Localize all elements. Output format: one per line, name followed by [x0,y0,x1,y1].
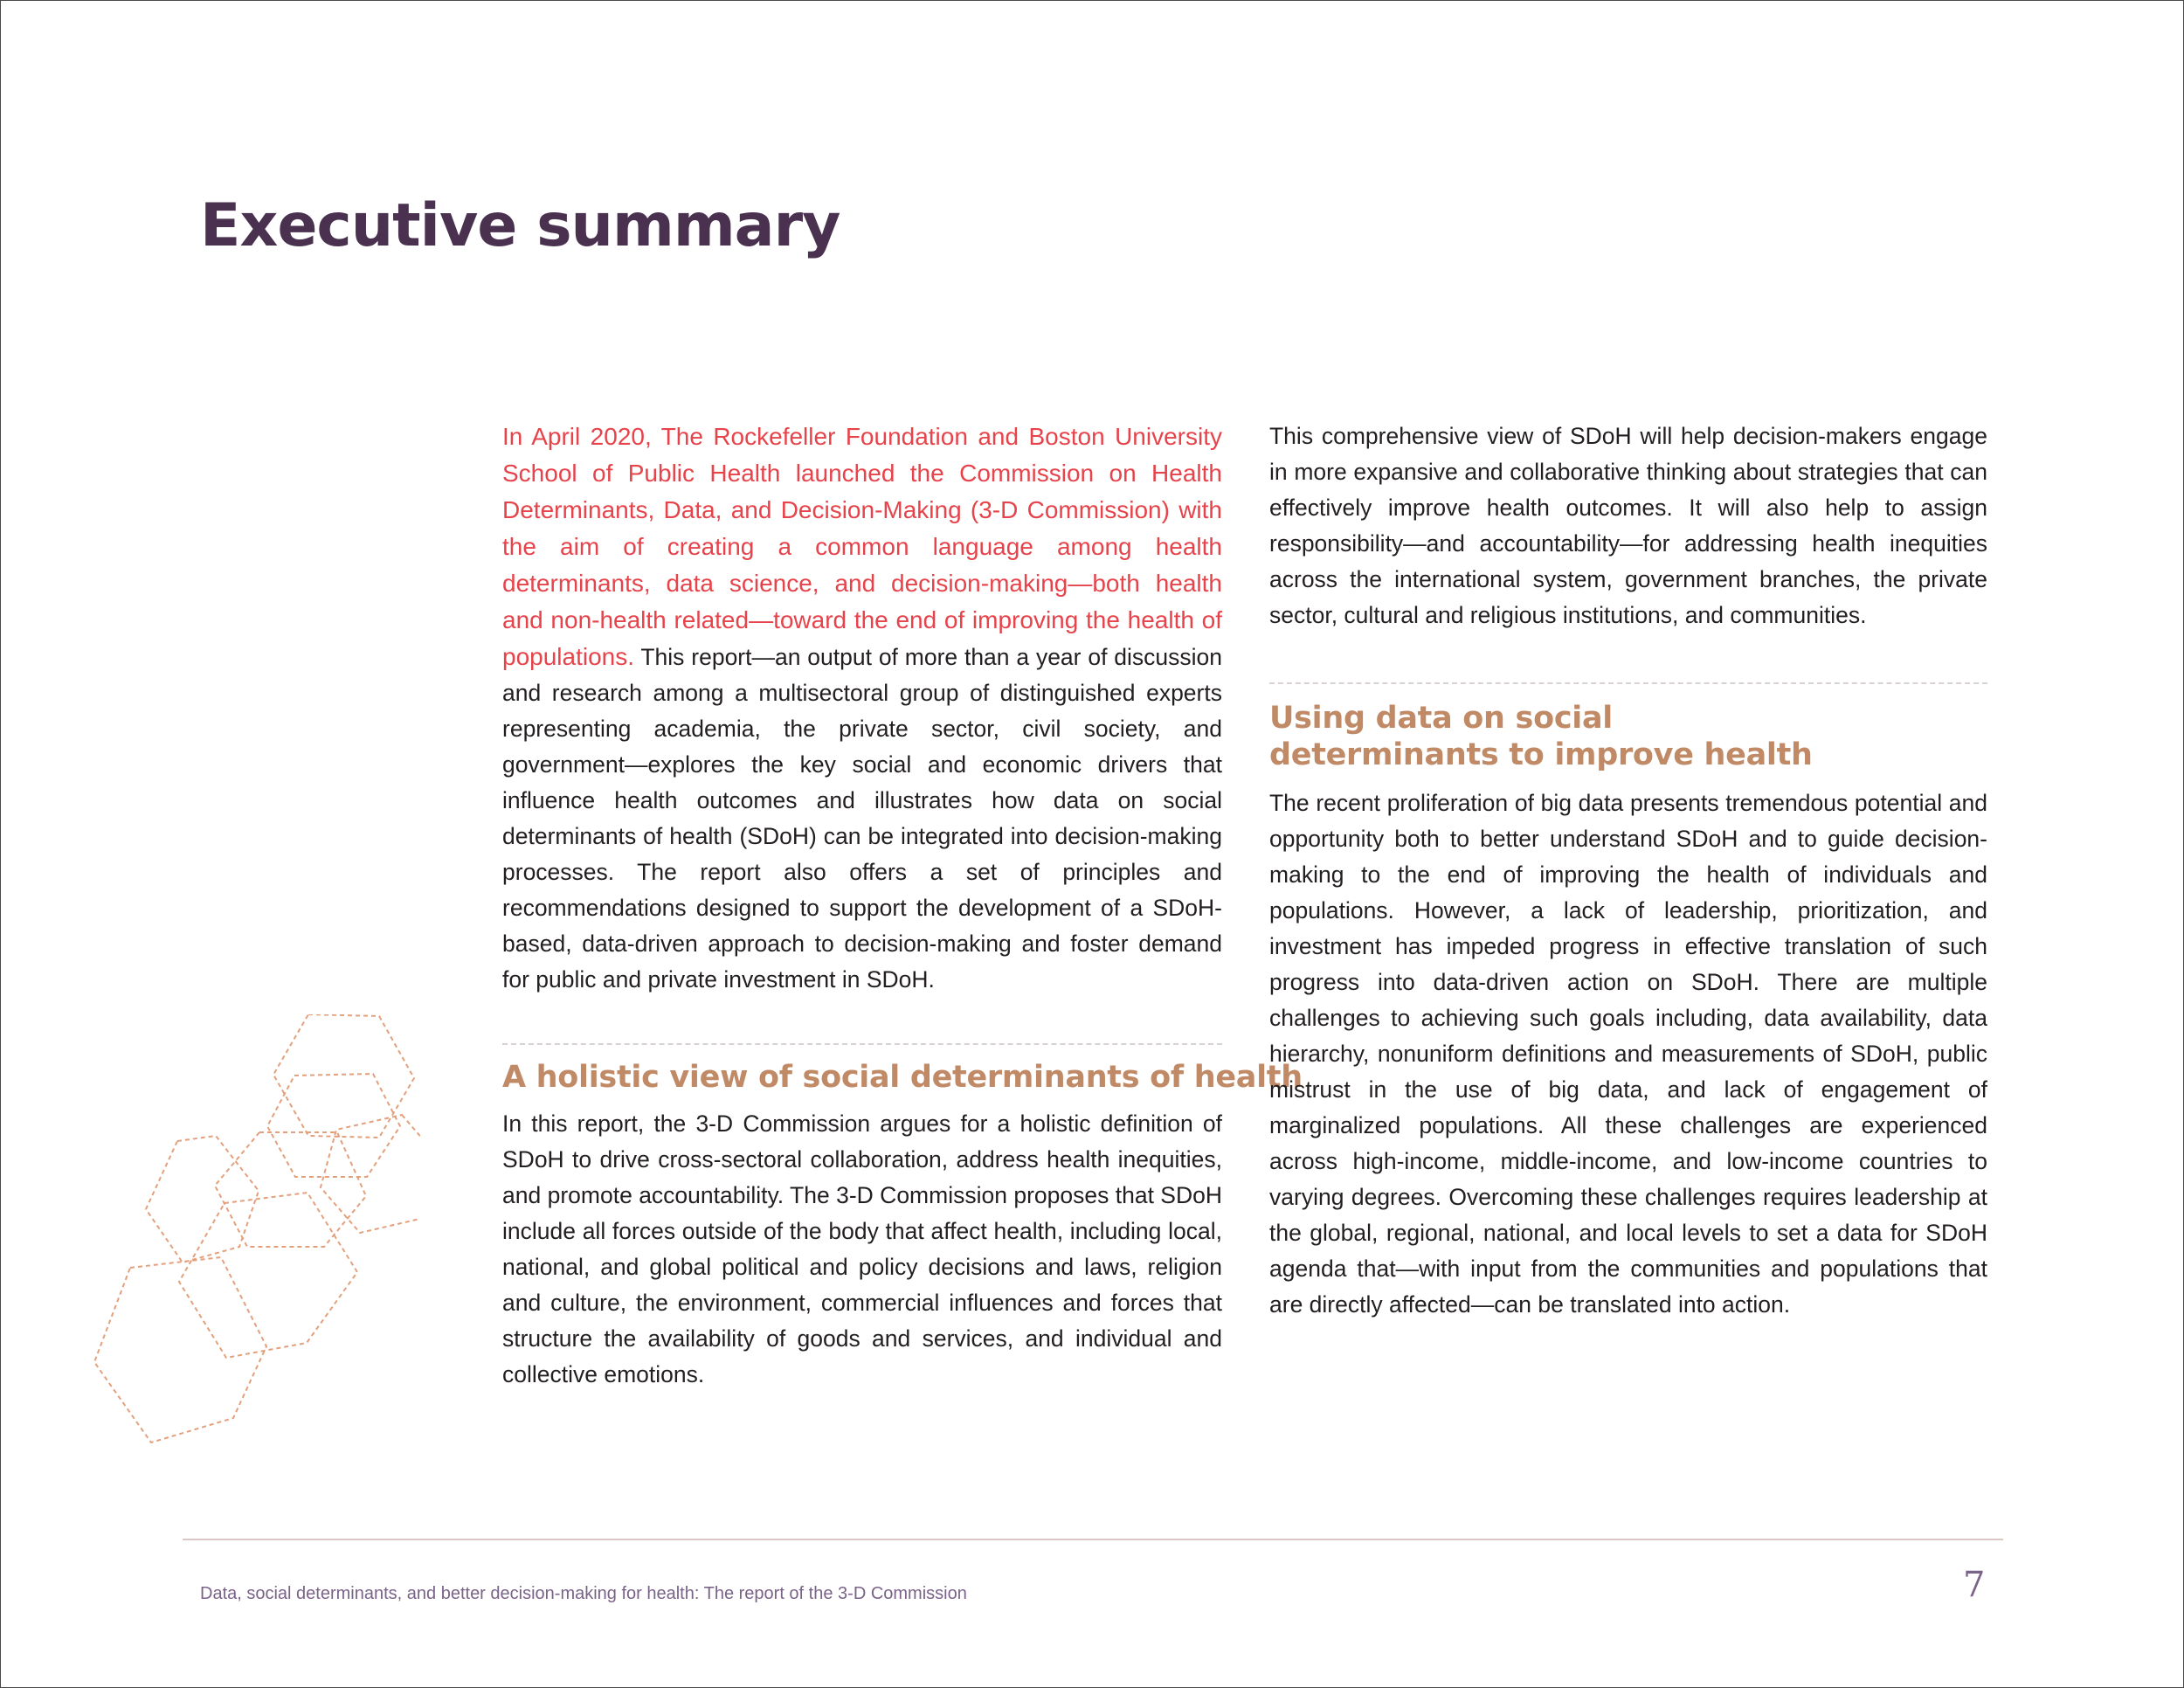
hexagon-shape [94,1257,266,1442]
holistic-view-heading: A holistic view of social determinants of health [502,1060,1303,1095]
hexagon-cluster-icon [71,1014,420,1451]
left-column [502,419,1303,1393]
left-intro-text: This report—an output of more than a year of discussion and research among a multisectoral group of distinguished experts representing academia, the private sector, civil society, and government—explores the key social and economic drivers that influence health outcomes and illustrates how data on social determinants of health (SDoH) can be integrated into decision-making processes. The report also offers a set of principles and recommendations designed to support the development of a SDoH-based, data-driven approach to decision-making and foster demand for public and private investment in SDoH. [502,644,1222,993]
hexagon-shape [321,1115,420,1233]
left-section-divider [502,1043,1222,1045]
right-column [1269,419,1987,1323]
footer-divider [183,1539,2003,1540]
hexagon-shape [179,1193,357,1358]
holistic-view-body: In this report, the 3-D Commission argues for a holistic definition of SDoH to drive cross-sectoral collaboration, address health inequities, and promote accountability. The 3-D Commission proposes that SDoH include all forces outside of the body that affect health, including local, national, and global political and policy decisions and laws, religion and culture, the environment, commercial influences and forces that structure the availability of goods and services, and individual and collective emotions. [502,1110,1222,1387]
left-intro-paragraph [502,419,1222,998]
page-number: 7 [1963,1565,1986,1605]
footer-report-title: Data, social determinants, and better decision-making for health: The report of the 3-D Commission [200,1584,967,1603]
right-intro-paragraph: This comprehensive view of SDoH will help decision-makers engage in more expansive and collaborative thinking about strategies that can effectively improve health outcomes. It will also help to assign responsibility—and accountability—for addressing health inequities across the international system, government branches, the private sector, cultural and religious institutions, and communities. [1269,423,1987,628]
hexagon-shape [267,1074,400,1177]
right-section-divider [1269,682,1987,684]
hexagon-shape [215,1132,366,1247]
lead-statement: In April 2020, The Rockefeller Foundation and Boston University School of Public Health launched the Commission on Health Determinants, Data, and Decision-Making (3-D Commission) with the aim of creating a common language among health determinants, data science, and decision-making—both health and non-health related—toward the end of improving the health of populations. [502,423,1222,670]
using-data-body: The recent proliferation of big data presents tremendous potential and opportunity both to better understand SDoH and to guide decision-making to the end of improving the health of individuals and populations. However, a lack of leadership, prioritization, and investment has impeded progress in effective translation of such progress into data-driven action on SDoH. There are multiple challenges to achieving such goals including, data availability, data hierarchy, nonuniform definitions and measurements of SDoH, public mistrust in the use of big data, and lack of engagement of marginalized populations. All these challenges are experienced across high-income, middle-income, and low-income countries to varying degrees. Overcoming these challenges requires leadership at the global, regional, national, and local levels to set a data for SDoH agenda that—with input from the communities and populations that are directly affected—can be translated into action. [1269,790,1987,1318]
page-title: Executive summary [200,191,840,260]
hexagon-shape [146,1136,259,1263]
using-data-heading: Using data on social determinants to improve health [1269,701,1813,772]
